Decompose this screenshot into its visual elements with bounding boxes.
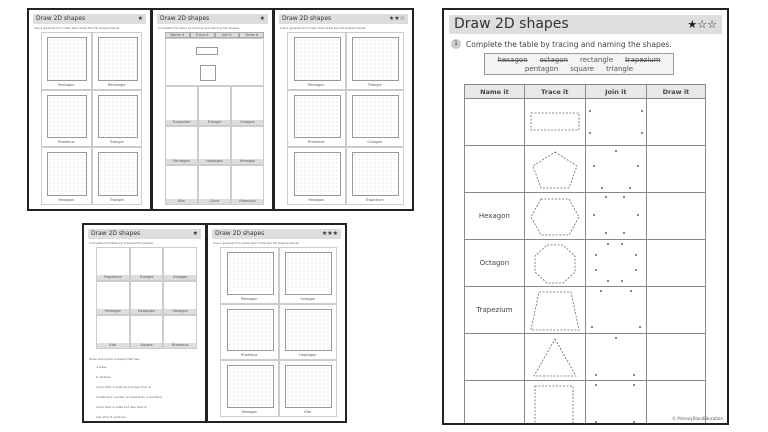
name-it-cell[interactable] xyxy=(465,381,525,426)
trace-it-cell[interactable] xyxy=(524,146,585,193)
table-row xyxy=(465,287,706,334)
shape-cell xyxy=(346,147,405,205)
shape-cell xyxy=(96,247,130,281)
geoboard xyxy=(294,37,341,81)
worksheet-thumbnail[interactable] xyxy=(273,8,414,211)
shape-label: Hexagon xyxy=(58,197,75,202)
word: octagon xyxy=(539,56,568,64)
geoboard xyxy=(227,252,274,295)
shape-label: Rectangle xyxy=(108,82,126,87)
question-instruction: Complete the table by tracing and naming the shapes. xyxy=(466,39,672,49)
geoboard xyxy=(285,309,332,352)
star-rating: ★★☆ xyxy=(388,15,405,22)
shape-label: Square xyxy=(131,343,163,348)
thumbnail-instruction: Use a geoboard to make then draw the 2D shapes below. xyxy=(34,26,121,30)
shape-cell xyxy=(96,281,130,315)
shape-cell xyxy=(130,315,164,349)
star-rating: ★☆☆ xyxy=(687,18,717,31)
geoboard xyxy=(98,95,138,139)
geoboard xyxy=(285,252,332,295)
shape-label: Pentagon xyxy=(241,296,258,301)
draw-it-cell[interactable] xyxy=(646,146,705,193)
shape-label: Triangle xyxy=(109,197,124,202)
word: hexagon xyxy=(497,56,528,64)
geoboard xyxy=(294,95,341,139)
draw-it-cell[interactable] xyxy=(646,240,705,287)
shape-label: Circle xyxy=(199,199,230,204)
thumbnail-title: Draw 2D shapes xyxy=(160,15,210,22)
thumbnail-instruction: Complete the table by drawing the shapes. xyxy=(89,241,154,245)
table-row xyxy=(465,334,706,381)
shape-cell xyxy=(92,147,143,205)
shape-cell xyxy=(163,315,197,349)
join-it-cell[interactable] xyxy=(585,287,646,334)
table-row xyxy=(465,99,706,146)
shape-label: Triangle xyxy=(109,140,124,145)
geoboard xyxy=(227,365,274,408)
table-row xyxy=(465,240,706,287)
word: rectangle xyxy=(579,56,614,64)
shape-label: Octagon xyxy=(300,296,316,301)
worksheet-thumbnail[interactable] xyxy=(82,223,207,423)
word: triangle xyxy=(606,65,634,73)
dot-points xyxy=(586,381,646,425)
dot-points xyxy=(586,99,646,145)
header-cell: Name it xyxy=(165,32,190,38)
shapes-table xyxy=(464,84,706,425)
dot-points xyxy=(586,287,646,333)
question-item: more than 6 sides but less than 8 xyxy=(96,405,147,409)
name-it-cell[interactable]: Trapezium xyxy=(465,287,525,334)
star-rating: ★ xyxy=(137,15,143,22)
thumbnail-instruction: Complete the table by tracing and naming the shapes. xyxy=(158,26,241,30)
shape-cell xyxy=(92,32,143,90)
star-rating: ★ xyxy=(192,230,198,237)
shape-cell xyxy=(220,247,279,304)
shape-label: Rhombus xyxy=(232,199,263,204)
geoboard xyxy=(98,152,138,196)
question-1 xyxy=(451,39,672,49)
word: trapezium xyxy=(625,56,661,64)
shape-label: Rhombus xyxy=(308,140,325,145)
dot-points xyxy=(586,193,646,239)
shape-label: Pentagon xyxy=(308,82,325,87)
shape-cell xyxy=(165,165,198,205)
thumbnail-title: Draw 2D shapes xyxy=(91,230,141,237)
thumbnail-title: Draw 2D shapes xyxy=(282,15,332,22)
question-number: 1 xyxy=(451,39,461,49)
table-row xyxy=(465,193,706,240)
geoboard xyxy=(98,37,138,81)
shape-cell xyxy=(198,126,231,166)
shape-cell xyxy=(41,32,92,90)
join-it-cell[interactable] xyxy=(585,146,646,193)
shape-cell xyxy=(220,304,279,361)
dashed-shape xyxy=(525,240,585,286)
shape-label: Triangle xyxy=(367,82,382,87)
shape-label: Pentagon xyxy=(97,309,129,314)
shape-cell xyxy=(198,86,231,126)
question-item: 6 vertices xyxy=(96,375,111,379)
shape-cell xyxy=(165,126,198,166)
shape-cell xyxy=(96,315,130,349)
shape-cell xyxy=(220,360,279,417)
thumbnail-header xyxy=(157,14,268,24)
name-it-cell[interactable]: Hexagon xyxy=(465,193,525,240)
shape-label: Kite xyxy=(97,343,129,348)
worksheet-header xyxy=(449,15,722,34)
table-row xyxy=(465,381,706,426)
question-item: more than 4 vertices but less than 6 xyxy=(96,385,151,389)
table-row xyxy=(465,146,706,193)
shape-cell xyxy=(287,147,346,205)
shape-label: Hexagon xyxy=(308,197,325,202)
geoboard xyxy=(47,152,87,196)
geoboard xyxy=(285,365,332,408)
shape-label: Pentagon xyxy=(166,159,197,164)
dashed-shape xyxy=(525,193,585,239)
worksheet-thumbnail[interactable] xyxy=(151,8,274,211)
shape-cell xyxy=(198,165,231,205)
shape-cell xyxy=(92,90,143,148)
draw-it-cell[interactable] xyxy=(646,287,705,334)
thumbnail-header xyxy=(279,14,408,24)
shape-label: Heptagon xyxy=(199,159,230,164)
dashed-shape xyxy=(525,334,585,380)
trace-it-cell[interactable] xyxy=(524,287,585,334)
header-name-it: Name it xyxy=(465,85,525,99)
trace-it-cell[interactable] xyxy=(524,193,585,240)
header-cell: Draw it xyxy=(239,32,264,38)
shape-cell xyxy=(231,165,264,205)
shape-cell xyxy=(231,86,264,126)
dashed-shape xyxy=(525,146,585,192)
dot-points xyxy=(586,334,646,380)
dot-points xyxy=(586,240,646,286)
shape-label: Octagon xyxy=(232,120,263,125)
shape-cell xyxy=(130,247,164,281)
geoboard xyxy=(227,309,274,352)
question-2: Draw and name a shape that has: xyxy=(89,357,141,361)
thumbnail-title: Draw 2D shapes xyxy=(36,15,86,22)
shape-label: Kite xyxy=(166,199,197,204)
draw-it-cell[interactable] xyxy=(646,334,705,381)
shape-cell xyxy=(163,281,197,315)
dashed-shape xyxy=(525,287,585,333)
word: square xyxy=(570,65,595,73)
trace-it-cell[interactable] xyxy=(524,240,585,287)
geoboard xyxy=(47,95,87,139)
shape-label: Heptagon xyxy=(299,353,317,358)
shape-label: Hexagon xyxy=(232,159,263,164)
shape-cell xyxy=(41,147,92,205)
word-bank xyxy=(484,53,674,75)
star-rating: ★ xyxy=(259,15,265,22)
shape-label: Trapezium xyxy=(97,275,129,280)
geoboard xyxy=(47,37,87,81)
dashed-shape xyxy=(525,381,585,425)
shape-cell xyxy=(231,126,264,166)
shape-label: Triangle xyxy=(199,120,230,125)
star-rating: ★★★ xyxy=(321,230,338,237)
thumbnail-header xyxy=(33,14,146,24)
join-it-cell[interactable] xyxy=(585,240,646,287)
trace-it-cell[interactable] xyxy=(524,99,585,146)
geoboard xyxy=(352,152,399,196)
worksheet-thumbnail[interactable] xyxy=(27,8,152,211)
name-it-cell[interactable] xyxy=(465,99,525,146)
shape-cell xyxy=(163,247,197,281)
join-it-cell[interactable] xyxy=(585,334,646,381)
shape-label: Hexagon xyxy=(164,309,196,314)
question-item: 4 sides xyxy=(96,365,107,369)
worksheet-thumbnail[interactable] xyxy=(206,223,347,423)
shape-label: Pentagon xyxy=(58,82,75,87)
shape-label: Octagon xyxy=(164,275,196,280)
trace-it-cell[interactable] xyxy=(524,334,585,381)
join-it-cell[interactable] xyxy=(585,381,646,426)
table-rows xyxy=(165,38,264,86)
dashed-shape xyxy=(525,99,585,145)
shape-cell xyxy=(346,90,405,148)
join-it-cell[interactable] xyxy=(585,193,646,240)
shape-cell xyxy=(287,32,346,90)
geoboard xyxy=(352,95,399,139)
shape-label: Rhombus xyxy=(58,140,75,145)
question-item: double the number of sides than a rhombus xyxy=(96,395,162,399)
header-draw-it: Draw it xyxy=(646,85,705,99)
geoboard xyxy=(352,37,399,81)
thumbnail-instruction: Use a geoboard to make then draw the 2D shapes below. xyxy=(213,241,300,245)
dot-points xyxy=(586,146,646,192)
shape-cell xyxy=(165,86,198,126)
worksheet-preview xyxy=(442,8,729,425)
thumbnail-header xyxy=(88,229,201,239)
trace-it-cell[interactable] xyxy=(524,381,585,426)
shape-label: Octagon xyxy=(367,140,383,145)
shape-label: Hexagon xyxy=(241,409,258,414)
shape-label: Triangle xyxy=(131,275,163,280)
shape-cell xyxy=(346,32,405,90)
question-item: less than 5 vertices xyxy=(96,415,126,419)
shape-cell xyxy=(279,304,338,361)
shape-cell xyxy=(130,281,164,315)
thumbnail-title: Draw 2D shapes xyxy=(215,230,265,237)
shape-cell xyxy=(279,360,338,417)
shape-label: Heptagon xyxy=(131,309,163,314)
word: pentagon xyxy=(524,65,559,73)
shape-cell xyxy=(279,247,338,304)
shape-label: Rhombus xyxy=(241,353,258,358)
shape-label: Kite xyxy=(304,409,312,414)
name-it-cell[interactable] xyxy=(465,146,525,193)
rectangle-shape xyxy=(196,47,218,55)
shape-label: Trapezium xyxy=(365,197,384,202)
name-it-cell[interactable] xyxy=(465,334,525,381)
header-trace-it: Trace it xyxy=(524,85,585,99)
name-it-cell[interactable]: Octagon xyxy=(465,240,525,287)
header-cell: Trace it xyxy=(190,32,215,38)
join-it-cell[interactable] xyxy=(585,99,646,146)
worksheet-title: Draw 2D shapes xyxy=(454,16,569,32)
thumbnail-instruction: Use a geoboard to make then draw the 2D shapes below. xyxy=(280,26,367,30)
draw-it-cell[interactable] xyxy=(646,99,705,146)
shape-cell xyxy=(287,90,346,148)
shape-label: Rhombus xyxy=(164,343,196,348)
copyright: © PrimaryStarsEducation xyxy=(672,416,723,421)
thumbnail-header xyxy=(212,229,341,239)
shape-label: Trapezium xyxy=(166,120,197,125)
draw-it-cell[interactable] xyxy=(646,193,705,240)
header-join-it: Join it xyxy=(585,85,646,99)
shape-cell xyxy=(41,90,92,148)
geoboard xyxy=(294,152,341,196)
square-shape xyxy=(200,65,216,81)
header-cell: Join it xyxy=(215,32,240,38)
